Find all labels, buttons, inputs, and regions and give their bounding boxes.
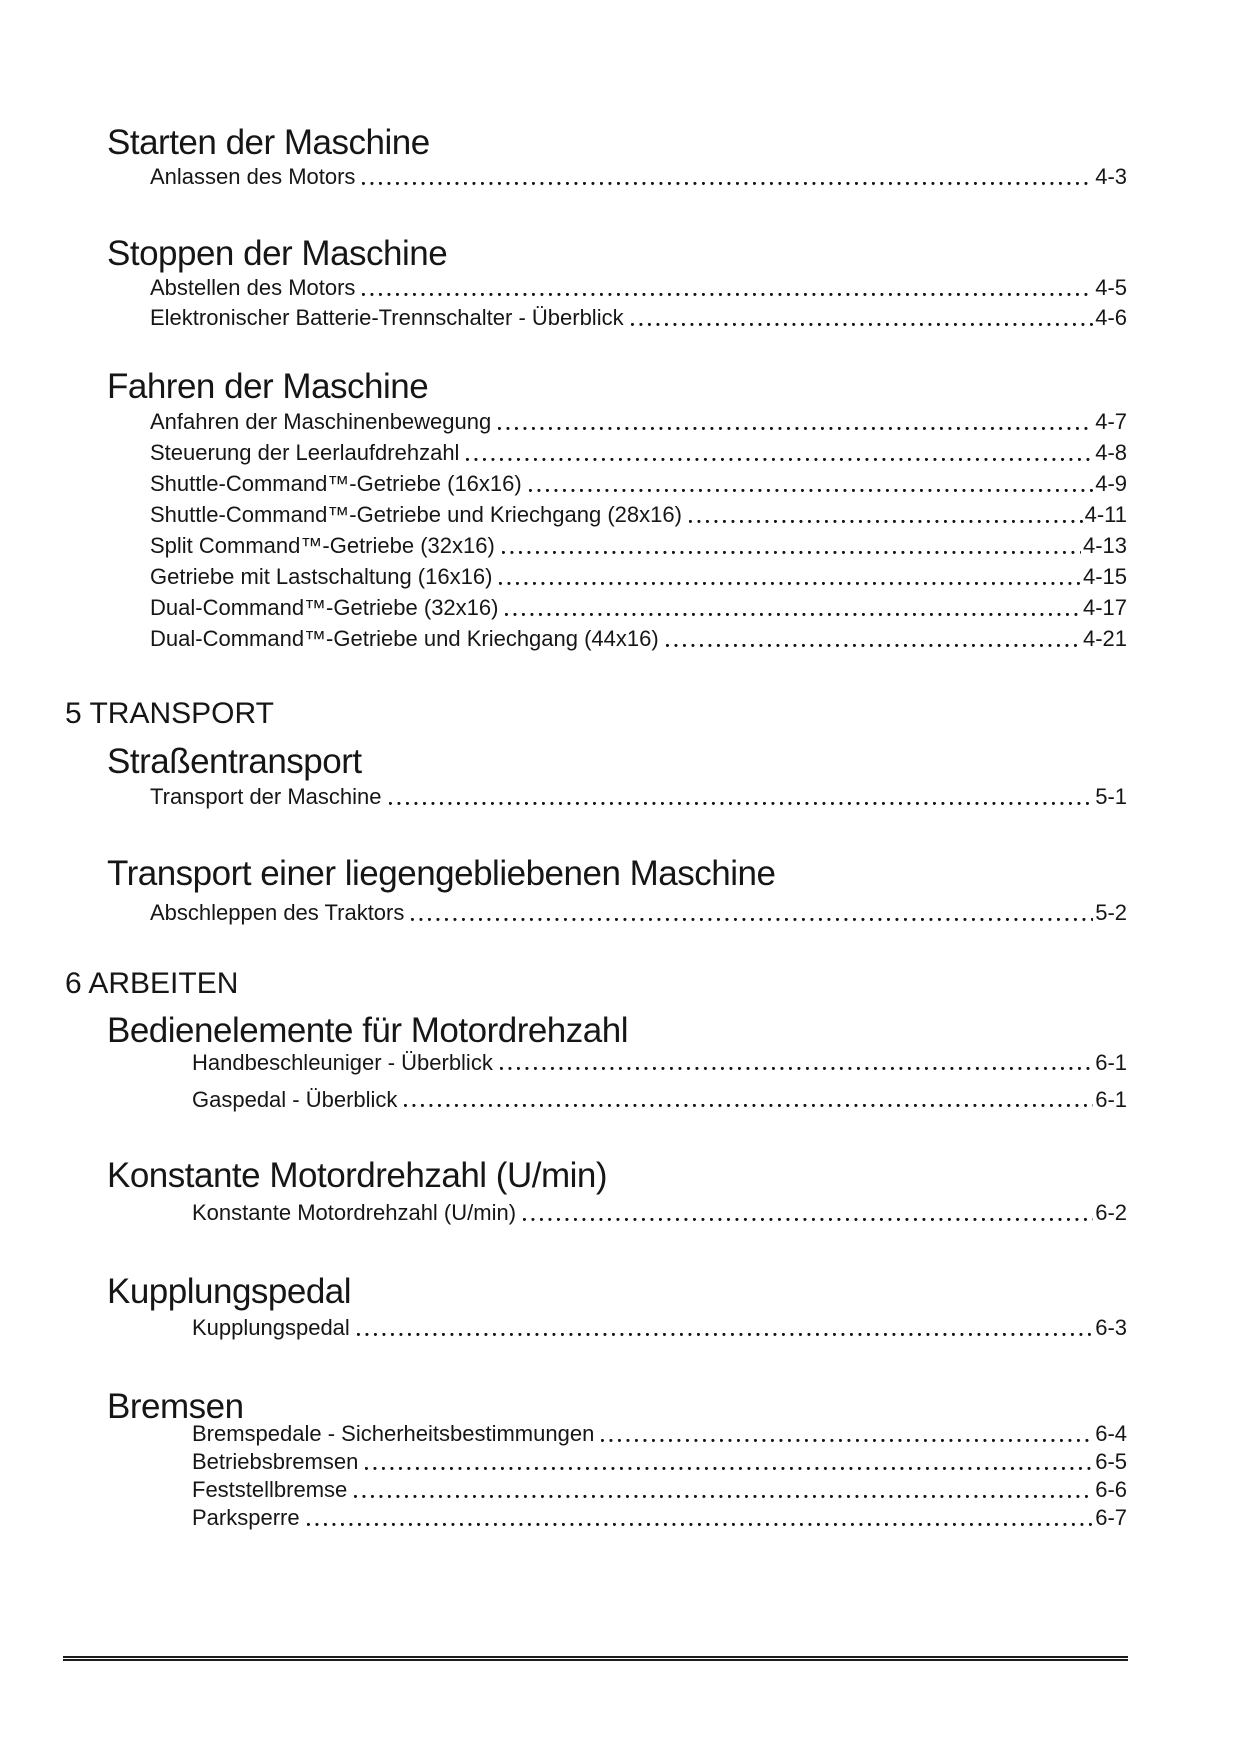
toc-entry-page: 4-5 bbox=[1095, 275, 1127, 300]
toc-section-bremsen bbox=[107, 1387, 1127, 1532]
toc-entry-page: 6-2 bbox=[1095, 1200, 1127, 1225]
toc-entry-label: Kupplungspedal bbox=[192, 1315, 350, 1340]
dot-leader bbox=[307, 1504, 1094, 1532]
section-title: Fahren der Maschine bbox=[107, 367, 429, 406]
toc-section-fahren bbox=[107, 367, 1127, 654]
toc-section-stoppen bbox=[107, 234, 1127, 333]
toc-entry[interactable] bbox=[150, 782, 1127, 812]
toc-entry[interactable] bbox=[192, 1081, 1127, 1118]
section-title: Stoppen der Maschine bbox=[107, 234, 448, 273]
toc-entry-label: Abschleppen des Traktors bbox=[150, 900, 405, 925]
dot-leader bbox=[505, 592, 1080, 623]
section-title: Bremsen bbox=[107, 1387, 244, 1426]
dot-leader bbox=[529, 468, 1093, 499]
toc-entry-label: Anfahren der Maschinenbewegung bbox=[150, 409, 492, 434]
toc-entry-page: 6-1 bbox=[1095, 1050, 1127, 1075]
toc-entry-label: Getriebe mit Lastschaltung (16x16) bbox=[150, 564, 493, 589]
dot-leader bbox=[601, 1420, 1093, 1448]
toc-section-kupplungspedal bbox=[107, 1272, 1127, 1343]
dot-leader bbox=[365, 1448, 1093, 1476]
section-title: Starten der Maschine bbox=[107, 123, 430, 162]
toc-entry-label: Dual-Command™-Getriebe und Kriechgang (44x16) bbox=[150, 626, 659, 651]
toc-entry[interactable] bbox=[150, 898, 1127, 928]
toc-entry-page: 4-21 bbox=[1082, 626, 1127, 651]
toc-entry-page: 6-1 bbox=[1095, 1087, 1127, 1112]
toc-entry-page: 6-4 bbox=[1095, 1421, 1127, 1446]
toc-entry-page: 5-2 bbox=[1095, 900, 1127, 925]
toc-section-konstante-motordrehzahl bbox=[107, 1156, 1127, 1228]
toc-entry-label: Parksperre bbox=[192, 1505, 300, 1530]
toc-section-starten bbox=[107, 123, 1127, 192]
toc-entry[interactable] bbox=[192, 1448, 1127, 1476]
toc-entry[interactable] bbox=[192, 1198, 1127, 1228]
dot-leader bbox=[689, 499, 1083, 530]
dot-leader bbox=[404, 1081, 1093, 1118]
dot-leader bbox=[389, 782, 1094, 812]
toc-chapter-transport bbox=[65, 696, 1127, 732]
toc-entry-label: Elektronischer Batterie-Trennschalter - Überblick bbox=[150, 305, 624, 330]
section-entries bbox=[150, 273, 1127, 333]
section-entries bbox=[150, 782, 1127, 812]
section-title: Kupplungspedal bbox=[107, 1272, 352, 1311]
toc-entry-page: 4-17 bbox=[1082, 595, 1127, 620]
dot-leader bbox=[466, 437, 1093, 468]
toc-entry[interactable] bbox=[150, 623, 1127, 654]
dot-leader bbox=[500, 1044, 1093, 1081]
toc-entry-page: 4-8 bbox=[1095, 440, 1127, 465]
toc-entry-page: 4-15 bbox=[1082, 564, 1127, 589]
toc-entry-page: 4-13 bbox=[1082, 533, 1127, 558]
toc-entry[interactable] bbox=[150, 406, 1127, 437]
toc-entry[interactable] bbox=[192, 1504, 1127, 1532]
toc-entry[interactable] bbox=[192, 1313, 1127, 1343]
toc-entry-label: Gaspedal - Überblick bbox=[192, 1087, 398, 1112]
toc-entry[interactable] bbox=[150, 499, 1127, 530]
dot-leader bbox=[631, 303, 1094, 333]
toc-entry-label: Anlassen des Motors bbox=[150, 164, 356, 189]
section-entries bbox=[192, 1313, 1127, 1343]
toc-entry-label: Handbeschleuniger - Überblick bbox=[192, 1050, 493, 1075]
toc-entry[interactable] bbox=[150, 592, 1127, 623]
section-title: Transport einer liegengebliebenen Maschine bbox=[107, 854, 776, 893]
toc-entry[interactable] bbox=[150, 561, 1127, 592]
toc-entry-page: 4-3 bbox=[1095, 164, 1127, 189]
toc-entry[interactable] bbox=[150, 468, 1127, 499]
toc-entry-page: 4-7 bbox=[1095, 409, 1127, 434]
toc-entry-page: 6-5 bbox=[1095, 1449, 1127, 1474]
toc-entry[interactable] bbox=[192, 1476, 1127, 1504]
section-entries bbox=[192, 1044, 1127, 1118]
toc-entry-page: 6-7 bbox=[1095, 1505, 1127, 1530]
toc-entry-page: 4-11 bbox=[1084, 502, 1127, 527]
dot-leader bbox=[411, 898, 1093, 928]
chapter-heading: 5 TRANSPORT bbox=[65, 697, 274, 730]
toc-entry[interactable] bbox=[150, 437, 1127, 468]
toc-entry[interactable] bbox=[150, 162, 1127, 192]
toc-entry-label: Betriebsbremsen bbox=[192, 1449, 359, 1474]
toc-entry-page: 6-6 bbox=[1095, 1477, 1127, 1502]
toc-entry-label: Split Command™-Getriebe (32x16) bbox=[150, 533, 495, 558]
dot-leader bbox=[523, 1198, 1093, 1228]
toc-entry-label: Dual-Command™-Getriebe (32x16) bbox=[150, 595, 499, 620]
dot-leader bbox=[498, 406, 1093, 437]
section-entries bbox=[150, 898, 1127, 928]
toc-chapter-arbeiten bbox=[65, 966, 1127, 1002]
toc-entry-label: Feststellbremse bbox=[192, 1477, 348, 1502]
section-title: Bedienelemente für Motordrehzahl bbox=[107, 1011, 628, 1050]
dot-leader bbox=[362, 162, 1093, 192]
toc-entry[interactable] bbox=[150, 530, 1127, 561]
toc-entry-page: 4-9 bbox=[1095, 471, 1127, 496]
toc-entry-label: Shuttle-Command™-Getriebe und Kriechgang (28x16) bbox=[150, 502, 682, 527]
dot-leader bbox=[666, 623, 1081, 654]
toc-entry-label: Steuerung der Leerlaufdrehzahl bbox=[150, 440, 460, 465]
toc-entry-label: Transport der Maschine bbox=[150, 784, 382, 809]
dot-leader bbox=[362, 273, 1093, 303]
section-entries bbox=[150, 162, 1127, 192]
section-title: Straßentransport bbox=[107, 742, 362, 781]
toc-entry-label: Bremspedale - Sicherheitsbestimmungen bbox=[192, 1421, 595, 1446]
section-title: Konstante Motordrehzahl (U/min) bbox=[107, 1156, 607, 1195]
toc-entry-label: Konstante Motordrehzahl (U/min) bbox=[192, 1200, 517, 1225]
section-entries bbox=[150, 406, 1127, 654]
chapter-heading: 6 ARBEITEN bbox=[65, 967, 239, 1000]
dot-leader bbox=[502, 530, 1081, 561]
toc-entry-label: Shuttle-Command™-Getriebe (16x16) bbox=[150, 471, 522, 496]
toc-section-transport-liegengeblieben bbox=[107, 854, 1127, 928]
toc-entry[interactable] bbox=[150, 303, 1127, 333]
toc-entry-page: 5-1 bbox=[1095, 784, 1127, 809]
toc-entry[interactable] bbox=[150, 273, 1127, 303]
toc-entry[interactable] bbox=[192, 1044, 1127, 1081]
toc-entry-label: Abstellen des Motors bbox=[150, 275, 356, 300]
dot-leader bbox=[499, 561, 1081, 592]
section-entries bbox=[192, 1420, 1127, 1532]
toc-entry-page: 6-3 bbox=[1095, 1315, 1127, 1340]
toc-entry[interactable] bbox=[192, 1420, 1127, 1448]
toc-entry-page: 4-6 bbox=[1095, 305, 1127, 330]
footer-rule bbox=[63, 1656, 1128, 1661]
section-entries bbox=[192, 1198, 1127, 1228]
dot-leader bbox=[357, 1313, 1093, 1343]
toc-section-bedienelemente bbox=[107, 1011, 1127, 1118]
dot-leader bbox=[354, 1476, 1093, 1504]
toc-section-strassentransport bbox=[107, 742, 1127, 812]
